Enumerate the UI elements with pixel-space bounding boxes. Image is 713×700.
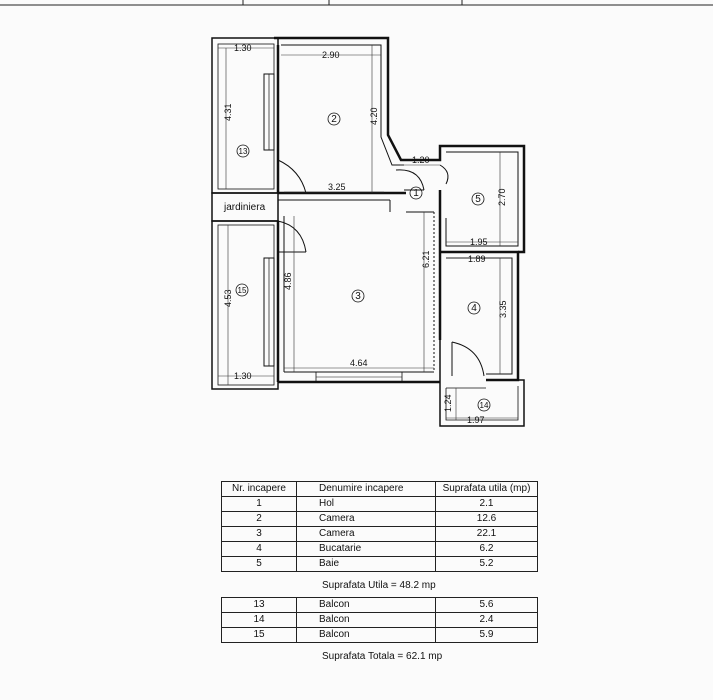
table-header-row bbox=[222, 482, 538, 497]
dim-label: 2.90 bbox=[322, 50, 340, 60]
useful-area-total: Suprafata Utila = 48.2 mp bbox=[322, 580, 436, 591]
cell-name: Balcon bbox=[297, 598, 436, 613]
dim-label: 4.64 bbox=[350, 358, 368, 368]
dim-label: 4.53 bbox=[223, 289, 233, 307]
cell-nr: 14 bbox=[222, 613, 297, 628]
cell-name: Camera bbox=[297, 527, 436, 542]
cell-nr: 2 bbox=[222, 512, 297, 527]
cell-nr: 1 bbox=[222, 497, 297, 512]
jardiniera-label: jardiniera bbox=[224, 202, 266, 213]
cell-area: 5.2 bbox=[436, 557, 538, 572]
cell-area: 22.1 bbox=[436, 527, 538, 542]
dim-label: 4.20 bbox=[369, 107, 379, 125]
header-name: Denumire incapere bbox=[297, 482, 436, 497]
room-number-13: 13 bbox=[238, 147, 248, 156]
cell-nr: 5 bbox=[222, 557, 297, 572]
table-row bbox=[222, 497, 538, 512]
room-number-14: 14 bbox=[479, 401, 489, 410]
dim-label: 1.97 bbox=[467, 415, 485, 425]
header-nr: Nr. incapere bbox=[222, 482, 297, 497]
dim-label: 4.31 bbox=[223, 103, 233, 121]
dim-label: 1.30 bbox=[234, 371, 252, 381]
cell-nr: 3 bbox=[222, 527, 297, 542]
balcony-table bbox=[221, 597, 538, 643]
cell-area: 12.6 bbox=[436, 512, 538, 527]
dim-label: 3.25 bbox=[328, 182, 346, 192]
table-row bbox=[222, 542, 538, 557]
room-number-5: 5 bbox=[475, 194, 481, 205]
dim-label: 1.30 bbox=[234, 43, 252, 53]
dim-label: 1.20 bbox=[412, 155, 430, 165]
room-number-3: 3 bbox=[355, 291, 361, 302]
cell-area: 6.2 bbox=[436, 542, 538, 557]
cell-nr: 4 bbox=[222, 542, 297, 557]
header-area: Suprafata utila (mp) bbox=[436, 482, 538, 497]
useful-area-table bbox=[221, 481, 538, 572]
table-row bbox=[222, 628, 538, 643]
cell-name: Camera bbox=[297, 512, 436, 527]
dim-label: 2.70 bbox=[497, 188, 507, 206]
table-row bbox=[222, 527, 538, 542]
room-number-4: 4 bbox=[471, 303, 477, 314]
table-row bbox=[222, 557, 538, 572]
cell-name: Baie bbox=[297, 557, 436, 572]
total-area: Suprafata Totala = 62.1 mp bbox=[322, 651, 443, 662]
cell-name: Bucatarie bbox=[297, 542, 436, 557]
dimension-lines bbox=[218, 45, 518, 420]
room-number-15: 15 bbox=[237, 286, 247, 295]
table-row bbox=[222, 598, 538, 613]
cell-name: Balcon bbox=[297, 613, 436, 628]
table-row bbox=[222, 512, 538, 527]
dim-label: 1.89 bbox=[468, 254, 486, 264]
dimension-labels bbox=[223, 43, 508, 425]
room-number-2: 2 bbox=[331, 114, 337, 125]
dim-label: 4.86 bbox=[283, 272, 293, 290]
dim-label: 6.21 bbox=[421, 250, 431, 268]
cell-area: 5.6 bbox=[436, 598, 538, 613]
dim-label: 1.24 bbox=[443, 394, 453, 412]
cell-name: Balcon bbox=[297, 628, 436, 643]
top-cropped-strip bbox=[0, 0, 713, 5]
cell-nr: 15 bbox=[222, 628, 297, 643]
cell-area: 2.4 bbox=[436, 613, 538, 628]
dim-label: 1.95 bbox=[470, 237, 488, 247]
table-row bbox=[222, 613, 538, 628]
room-number-1: 1 bbox=[413, 188, 419, 199]
cell-nr: 13 bbox=[222, 598, 297, 613]
cell-area: 5.9 bbox=[436, 628, 538, 643]
cell-area: 2.1 bbox=[436, 497, 538, 512]
dim-label: 3.35 bbox=[498, 300, 508, 318]
cell-name: Hol bbox=[297, 497, 436, 512]
